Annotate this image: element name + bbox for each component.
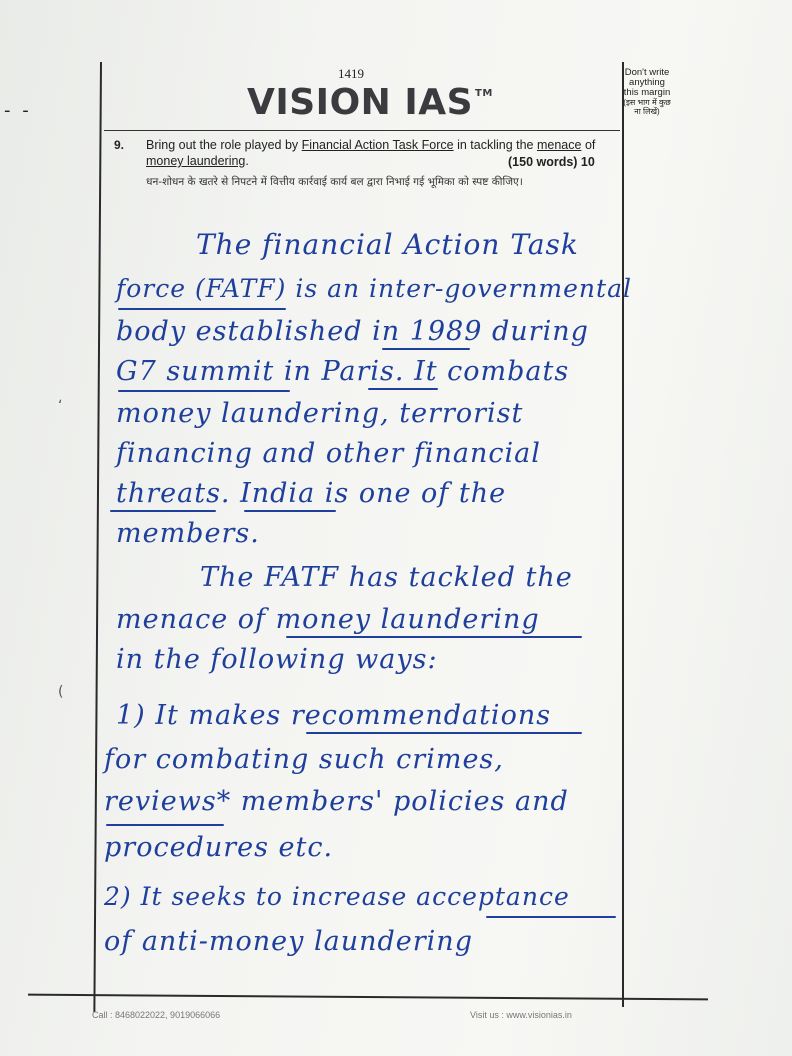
answer-line: procedures etc. [104, 832, 334, 863]
question-divider [104, 130, 620, 131]
margin-note-hi: (इस भाग में कुछ ना लिखें) [623, 98, 671, 116]
trademark: TM [475, 88, 493, 99]
answer-line: members. [116, 518, 260, 549]
answer-line: body established in 1989 during [116, 316, 589, 347]
question-fragment: in tackling the [453, 138, 537, 152]
answer-line: The FATF has tackled the [200, 562, 573, 593]
answer-line: financing and other financial [116, 438, 541, 469]
answer-line: for combating such crimes, [104, 744, 504, 775]
question-number: 9. [114, 138, 125, 152]
paper-code: 1419 [338, 66, 364, 81]
margin-note-en: Don't write anything this margin [623, 67, 671, 98]
underline-1989 [382, 348, 470, 350]
underline-money-laundering [286, 636, 582, 638]
question-hindi: धन-शोधन के खतरे से निपटने में वित्तीय कार्रवाई कार्य बल द्वारा निभाई गई भूमिका को स्पष्ट कीजिए। [146, 176, 523, 188]
brand-logo [247, 82, 493, 123]
answer-line: force (FATF) is an inter-governmental [116, 274, 632, 303]
footer-contact: Call : 8468022022, 9019066066 [92, 1010, 221, 1020]
underline-g7-summit [118, 390, 290, 392]
answer-line: 1) It makes recommendations [116, 700, 552, 731]
answer-line: money laundering, terrorist [116, 398, 524, 429]
underline-recommendations [306, 732, 582, 734]
margin-mark: - - [4, 100, 32, 121]
underline-fatf [118, 308, 286, 310]
margin-note [622, 68, 672, 116]
underline-acceptance [486, 916, 616, 918]
question-underlined-term: menace [536, 138, 582, 152]
answer-line: threats. India is one of the [116, 478, 507, 509]
answer-line: G7 summit in Paris. It combats [116, 356, 570, 387]
answer-line: of anti-money laundering [104, 926, 473, 957]
brand-name: VISION IAS [247, 82, 474, 123]
underline-paris [368, 388, 438, 390]
underline-india [244, 510, 336, 512]
question-marks: (150 words) 10 [508, 155, 595, 169]
underline-threats [110, 510, 216, 512]
bottom-rule [28, 994, 708, 1001]
left-margin-line [93, 62, 102, 1012]
answer-line: in the following ways: [116, 644, 438, 675]
underline-reviews [106, 824, 224, 826]
question-fragment: Bring out the role played by [146, 138, 302, 152]
right-margin-line [622, 62, 624, 1007]
margin-tick: ʻ [58, 398, 63, 414]
question-underlined-term: Financial Action Task Force [301, 138, 454, 152]
question-underlined-term: money laundering [146, 154, 246, 168]
footer-website: Visit us : www.visionias.in [470, 1010, 572, 1020]
answer-line: reviews* members' policies and [104, 786, 569, 817]
answer-line: menace of money laundering [116, 604, 540, 635]
answer-line: 2) It seeks to increase acceptance [104, 882, 570, 911]
question-fragment: . [245, 154, 249, 168]
margin-tick: ( [58, 684, 64, 700]
answer-line: The financial Action Task [196, 228, 579, 261]
question-fragment: of [581, 138, 596, 152]
